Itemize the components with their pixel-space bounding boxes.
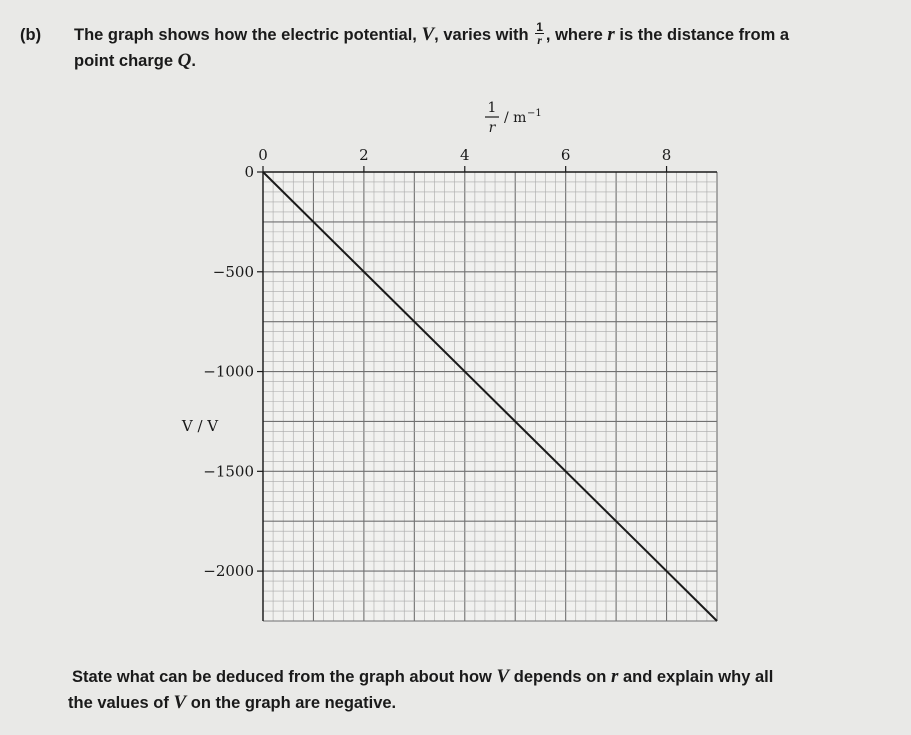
y-tick-label: 0 [244,163,254,181]
x-tick-label: 8 [661,146,672,164]
footer-line2-b: on the graph are negative. [190,694,397,712]
y-axis-label: V / V [181,417,219,435]
y-tick-label: −1500 [203,462,254,481]
symbol-r: r [607,24,615,45]
question-line2-a: point charge [74,52,174,71]
x-tick-label: 2 [359,146,369,164]
x-tick-label: 6 [560,146,571,164]
y-tick-label: −1000 [203,362,254,381]
y-tick-label: −2000 [203,562,254,581]
question-label: (b) [20,26,42,44]
x-axis-label-exponent: −1 [527,108,542,119]
y-tick-label: −500 [212,262,254,281]
symbol-q: Q [177,50,192,72]
footer-line1-c: and explain why all [622,668,774,686]
x-tick-label: 4 [460,146,470,164]
x-axis-label-denominator: r [488,120,496,136]
symbol-v: V [421,24,435,45]
fraction-numerator: 1 [536,20,543,35]
footer-symbol-v2: V [173,692,187,713]
question-line1-d: is the distance from a [619,26,790,44]
footer-symbol-r: r [610,666,619,687]
question-line1-a: The graph shows how the electric potential, [74,26,417,44]
footer-line2-a: the values of [68,694,169,712]
question-line1-c: , where [545,26,603,44]
x-tick-label: 0 [258,146,268,164]
footer-line1-a: State what can be deduced from the graph about how [72,668,492,686]
footer-line1-b: depends on [513,668,607,686]
question-line2-b: . [191,52,196,71]
fraction-denominator: r [537,33,542,48]
x-axis-label-unit: / m [504,110,527,126]
question-line1-b: , varies with [434,26,529,44]
x-axis-label-numerator: 1 [487,100,497,116]
footer-question [68,664,892,716]
footer-symbol-v: V [496,666,510,687]
